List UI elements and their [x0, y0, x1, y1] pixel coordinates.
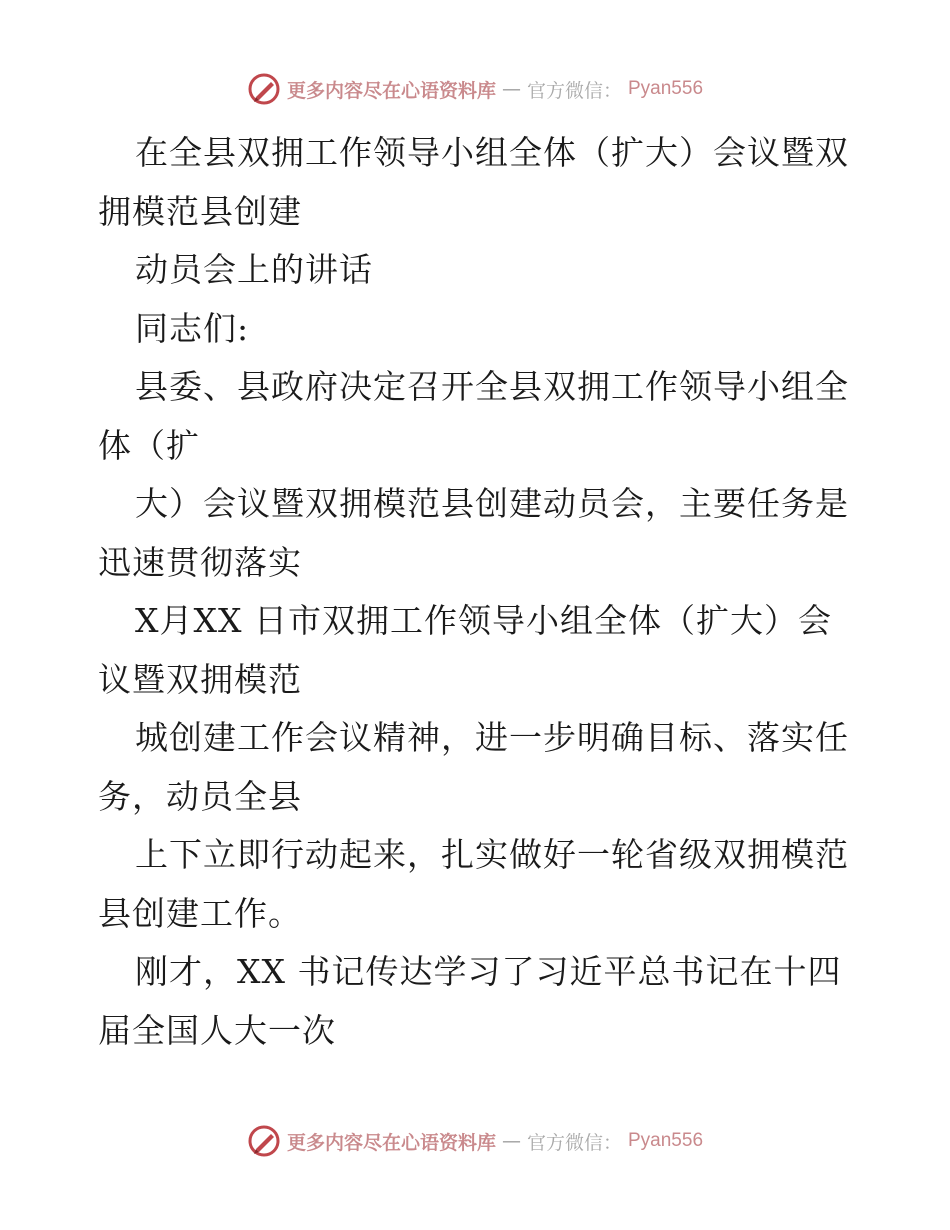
- text-line: 届全国人大一次: [98, 1010, 336, 1050]
- watermark-main-text: 更多内容尽在心语资料库: [286, 1131, 496, 1154]
- watermark-wechat-id: Pyan556: [628, 1130, 704, 1151]
- watermark-dash: —: [501, 1130, 521, 1152]
- pen-logo-icon: [247, 72, 281, 106]
- text-line: 上下立即行动起来，扎实做好一轮省级双拥模范: [135, 835, 849, 874]
- footer-watermark: [0, 1124, 950, 1158]
- text-line: 刚才，XX 书记传达学习了习近平总书记在十四: [135, 952, 842, 991]
- pen-logo-icon: [247, 1124, 281, 1158]
- watermark-wechat-label: 官方微信：: [526, 79, 622, 102]
- text-line: 拥模范县创建: [98, 191, 302, 231]
- watermark-dash: —: [501, 78, 521, 100]
- text-line: 县委、县政府决定召开全县双拥工作领导小组全: [135, 367, 849, 406]
- text-line: 同志们:: [135, 308, 250, 348]
- text-line: 迅速贯彻落实: [98, 542, 302, 582]
- text-line: 县创建工作。: [98, 893, 302, 933]
- text-line: 议暨双拥模范: [98, 659, 302, 699]
- text-line: 在全县双拥工作领导小组全体（扩大）会议暨双: [135, 133, 849, 172]
- text-line: 大）会议暨双拥模范县创建动员会，主要任务是: [135, 484, 849, 523]
- text-line: 动员会上的讲话: [135, 250, 373, 289]
- watermark-wechat-id: Pyan556: [628, 78, 704, 99]
- watermark-main-text: 更多内容尽在心语资料库: [286, 79, 496, 102]
- text-line: 城创建工作会议精神，进一步明确目标、落实任: [135, 718, 849, 757]
- header-watermark: [0, 72, 950, 106]
- text-line: 务，动员全县: [98, 776, 302, 816]
- text-line: 体（扩: [98, 425, 200, 465]
- document-body: [98, 124, 858, 1060]
- watermark-wechat-label: 官方微信：: [526, 1131, 622, 1154]
- text-line: X月XX 日市双拥工作领导小组全体（扩大）会: [135, 601, 832, 640]
